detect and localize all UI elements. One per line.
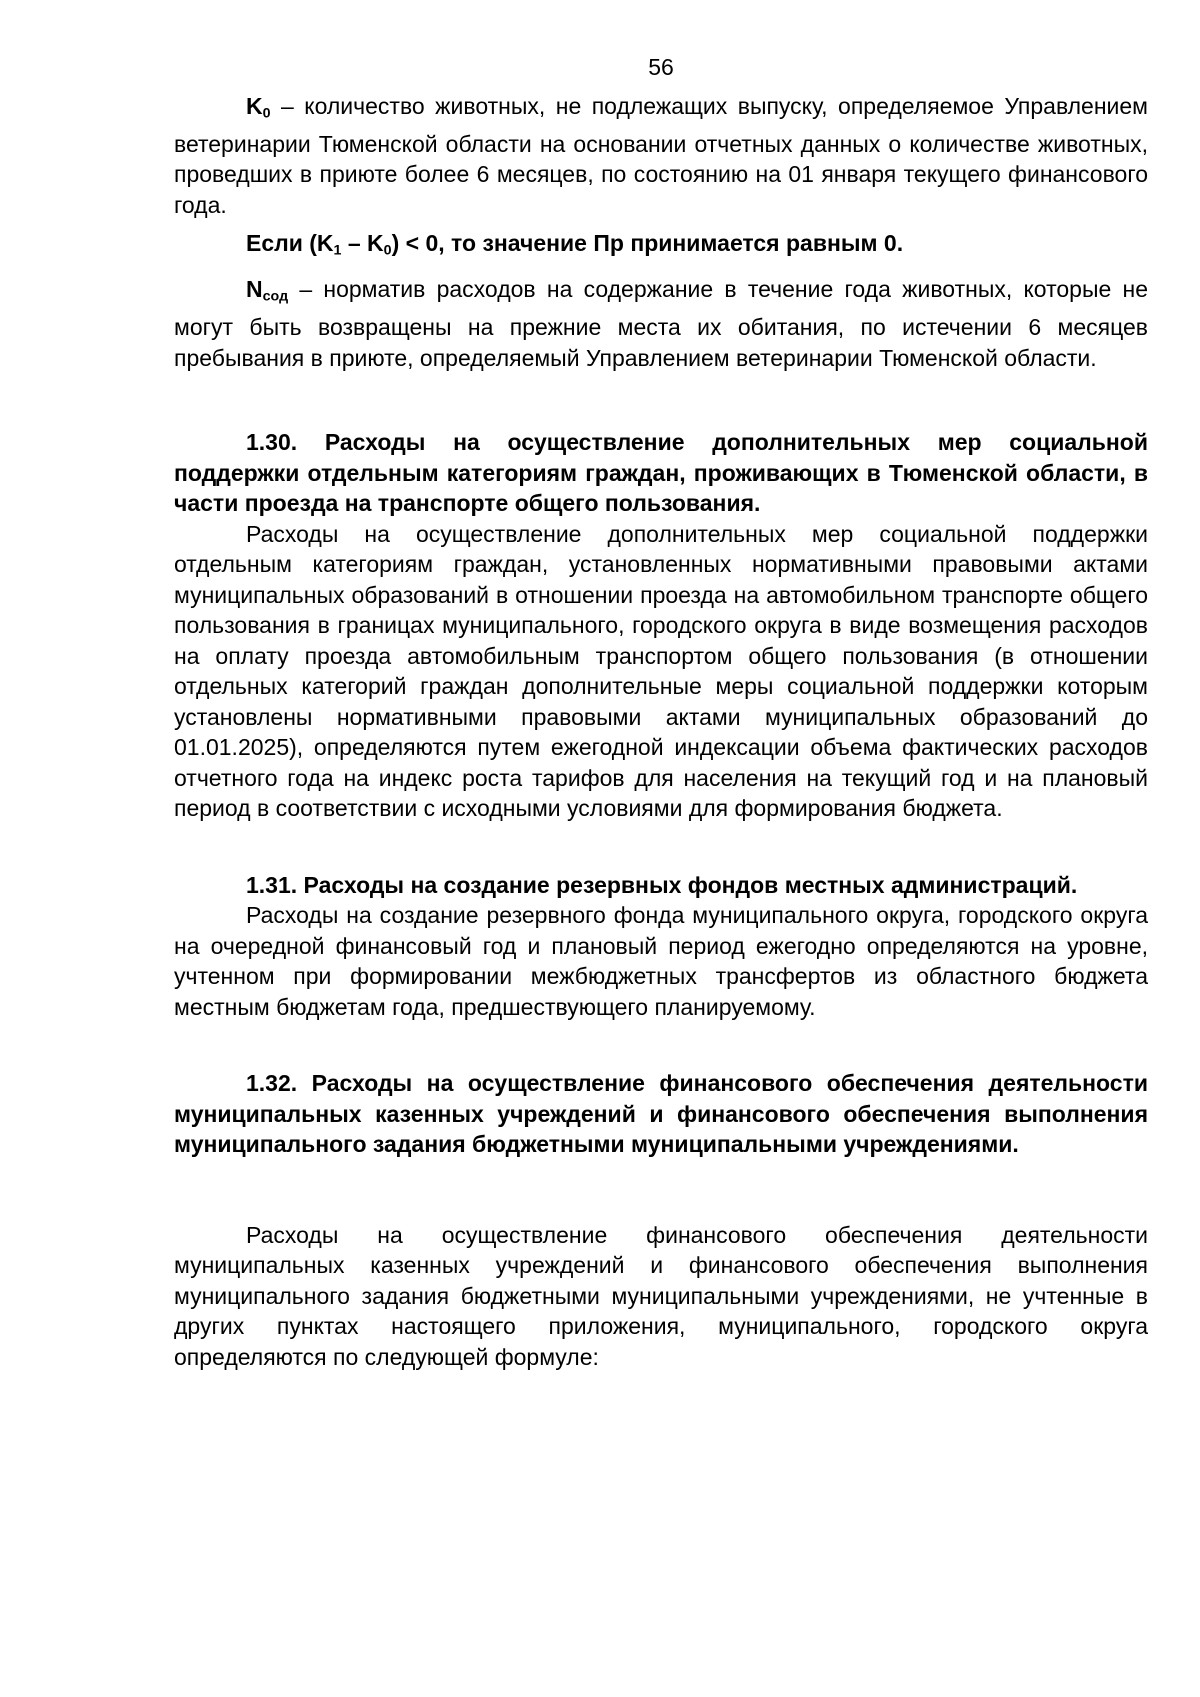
k0-definition (174, 91, 1148, 221)
section-1-31-heading: 1.31. Расходы на создание резервных фондов местных администраций. (246, 871, 1078, 898)
document-page (174, 52, 1148, 1372)
spacer (174, 266, 1148, 274)
k0-subscript: 0 (262, 105, 271, 122)
condition-part-2: – K (341, 230, 384, 257)
nsod-symbol: N (246, 276, 263, 303)
k0-symbol: K (246, 92, 263, 119)
spacer (174, 1022, 1148, 1068)
nsod-definition-text: – норматив расходов на содержание в течение года животных, которые не могут быть возвращены на прежние места их обитания, по истечении 6 месяцев пребывания в приюте, определяемый Управлением ветеринарии Тюменской области. (174, 276, 1148, 371)
nsod-subscript: сод (262, 288, 289, 305)
condition-statement (174, 228, 1148, 266)
spacer (174, 373, 1148, 427)
section-1-32-body: Расходы на осуществление финансового обеспечения деятельности муниципальных казенных учреждений и финансового обеспечения выполнения муниципального задания бюджетными муниципальными учреждениями, не учтенные в других пунктах настоящего приложения, муниципального, городского округа определяются по следующей формуле: (174, 1221, 1148, 1370)
condition-part-3: ) < 0, то значение Пр принимается равным 0. (391, 230, 904, 257)
condition-subscript-1: 1 (333, 242, 342, 259)
section-1-31-body: Расходы на создание резервного фонда муниципального округа, городского округа на очередной финансовый год и плановый период ежегодно определяются на уровне, учтенном при формировании межбюджетных трансфертов из областного бюджета местным бюджетам года, предшествующего планируемому. (174, 902, 1148, 1020)
spacer (174, 824, 1148, 870)
section-1-30-body: Расходы на осуществление дополнительных мер социальной поддержки отдельным категориям граждан, установленных нормативными правовыми актами муниципальных образований в отношении проезда на автомобильном транспорте общего пользования в границах муниципального, городского округа в виде возмещения расходов на оплату проезда автомобильным транспортом общего пользования (в отношении отдельных категорий граждан дополнительные меры социальной поддержки которым установлены нормативными правовыми актами муниципальных образований до 01.01.2025), определяются путем ежегодной индексации объема фактических расходов отчетного года на индекс роста тарифов для населения на текущий год и на плановый период в соответствии с исходными условиями для формирования бюджета. (174, 520, 1148, 822)
k0-definition-text: – количество животных, не подлежащих выпуску, определяемое Управлением ветеринарии Тюменской области на основании отчетных данных о количестве животных, проведших в приюте более 6 месяцев, по состоянию на 01 января текущего финансового года. (174, 92, 1148, 218)
spacer (174, 220, 1148, 228)
condition-subscript-2: 0 (383, 242, 392, 259)
nsod-definition (174, 274, 1148, 373)
section-1-32-heading: 1.32. Расходы на осуществление финансового обеспечения деятельности муниципальных казенных учреждений и финансового обеспечения выполнения муниципального задания бюджетными муниципальными учреждениями. (174, 1070, 1148, 1158)
spacer (174, 1160, 1148, 1220)
page-number: 56 (648, 54, 674, 80)
condition-part-1: Если (K (246, 230, 334, 257)
section-1-30-heading: 1.30. Расходы на осуществление дополнительных мер социальной поддержки отдельным категориям граждан, проживающих в Тюменской области, в части проезда на транспорте общего пользования. (174, 429, 1148, 517)
